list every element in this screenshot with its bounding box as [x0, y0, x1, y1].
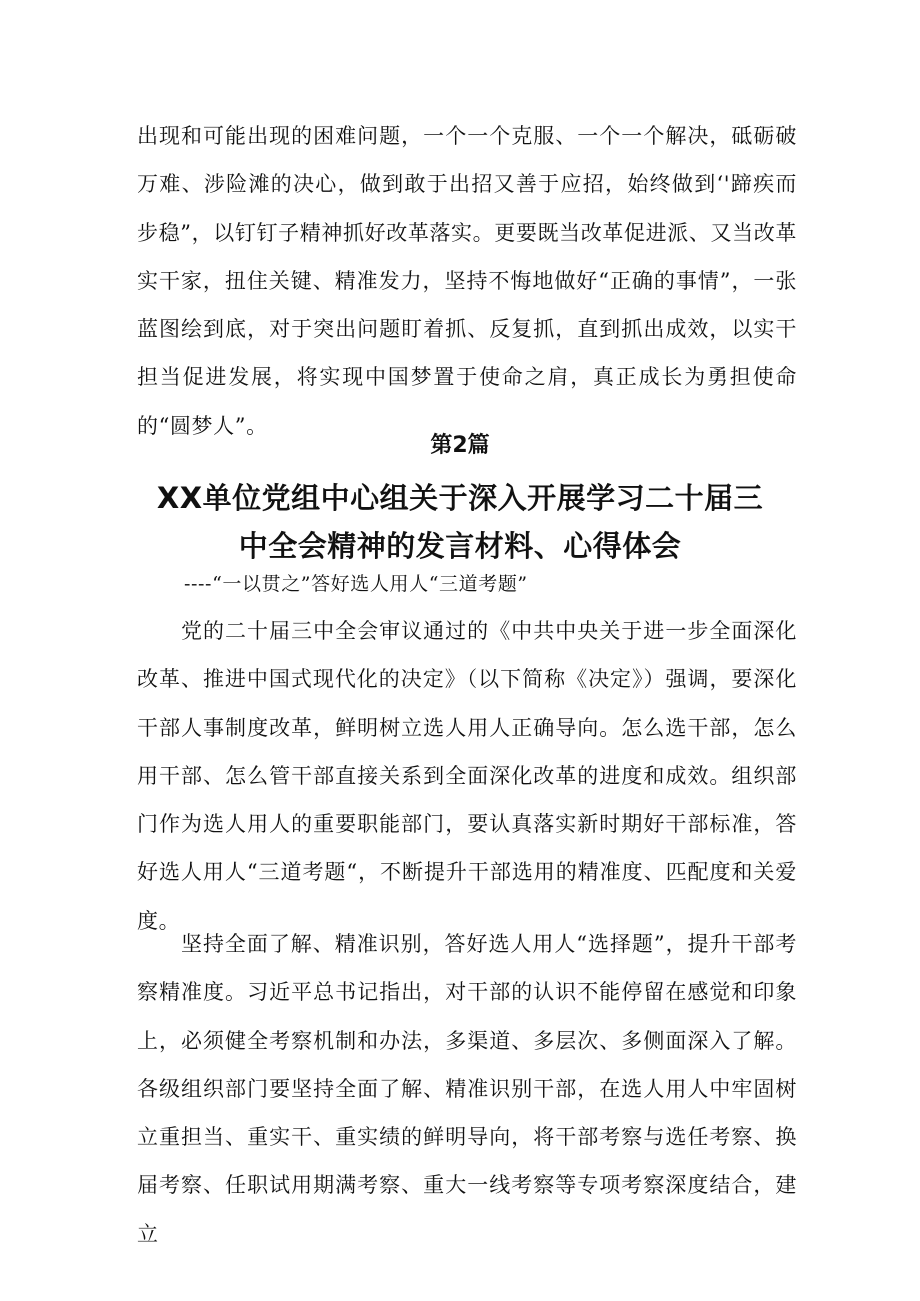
continued-paragraph: 出现和可能出现的困难问题，一个一个克服、一个一个解决，砥砺破万难、涉险滩的决心，做到敢于出招又善于应招，始终做到‘'蹄疾而步稳”，以钉钉子精神抓好改革落实。更要既当改革促进派、又当改革实干家，扭住关键、精准发力，坚持不悔地做好“正确的事情”，一张蓝图绘到底，对于突出问题盯着抓、反复抓，直到抓出成效，以实干担当促进发展，将实现中国梦置于使命之肩，真正成长为勇担使命的“圆梦人”。	[137, 124, 797, 438]
first-point-paragraph: 坚持全面了解、精准识别，答好选人用人“选择题”，提升干部考察精准度。习近平总书记指出，对干部的认识不能停留在感觉和印象上，必须健全考察机制和办法，多渠道、多层次、多侧面深入了解。各级组织部门要坚持全面了解、精准识别干部，在选人用人中牢固树立重担当、重实干、重实绩的鲜明导向，将干部考察与选任考察、换届考察、任职试用期满考察、重大一线考察等专项考察深度结合，建立	[137, 932, 797, 1246]
document-subtitle: ----“一以贯之”答好选人用人“三道考题”	[184, 573, 528, 595]
chapter-label: 第2篇	[430, 433, 490, 458]
intro-paragraph: 党的二十届三中全会审议通过的《中共中央关于进一步全面深化改革、推进中国式现代化的决定》（以下简称《决定》）强调，要深化干部人事制度改革，鲜明树立选人用人正确导向。怎么选干部，怎么用干部、怎么管干部直接关系到全面深化改革的进度和成效。组织部门作为选人用人的重要职能部门，要认真落实新时期好干部标准，答好选人用人“三道考题“，不断提升干部选用的精准度、匹配度和关爱度。	[137, 619, 797, 933]
document-title: XX单位党组中心组关于深入开展学习二十届三中全会精神的发言材料、心得体会	[156, 481, 764, 563]
